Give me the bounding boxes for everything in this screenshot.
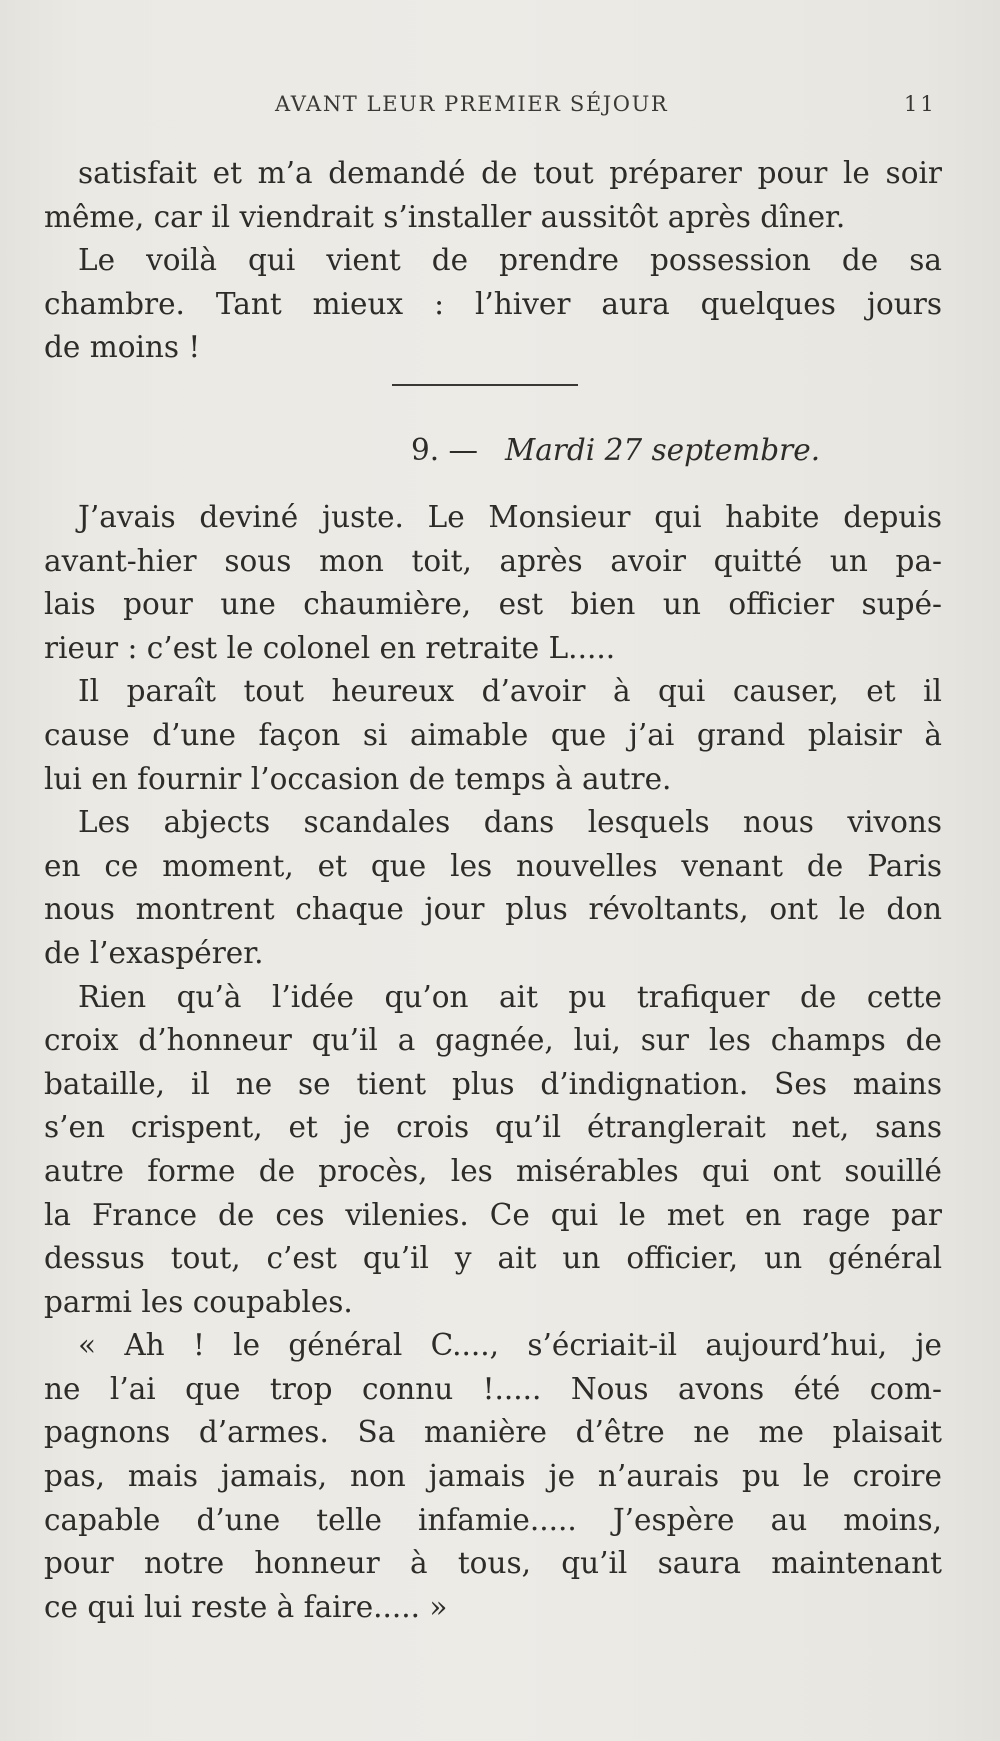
text-line: cause d’une façon si aimable que j’ai grand plaisir à	[44, 717, 942, 752]
text-line: pagnons d’armes. Sa manière d’être ne me plaisait	[44, 1415, 942, 1450]
text-line: Il paraît tout heureux d’avoir à qui causer, et il	[78, 674, 942, 709]
text-line: nous montrent chaque jour plus révoltants, ont le don	[44, 892, 942, 927]
text-line: bataille, il ne se tient plus d’indignation. Ses mains	[44, 1066, 942, 1101]
section-divider	[392, 384, 578, 386]
entry-number: 9. —	[411, 433, 479, 467]
text-line: satisfait et m’a demandé de tout préparer pour le soir	[78, 156, 942, 190]
text-line: lui en fournir l’occasion de temps à autre.	[44, 761, 672, 796]
entry-date: Mardi 27 septembre.	[505, 433, 821, 467]
text-line: s’en crispent, et je crois qu’il étranglerait net, sans	[44, 1110, 942, 1145]
text-line: Rien qu’à l’idée qu’on ait pu trafiquer de cette	[78, 979, 942, 1014]
body-text-main	[44, 496, 942, 1629]
text-line: croix d’honneur qu’il a gagnée, lui, sur les champs de	[44, 1023, 942, 1058]
text-line: Les abjects scandales dans lesquels nous vivons	[78, 805, 942, 840]
body-text-top	[44, 152, 942, 370]
text-line: même, car il viendrait s’installer aussitôt après dîner.	[44, 199, 846, 234]
text-line: chambre. Tant mieux : l’hiver aura quelques jours	[44, 286, 942, 321]
text-line: autre forme de procès, les misérables qui ont souillé	[44, 1153, 942, 1188]
text-line: capable d’une telle infamie..... J’espère au moins,	[44, 1502, 942, 1537]
text-line: ne l’ai que trop connu !..... Nous avons été com-	[44, 1371, 942, 1406]
text-line: « Ah ! le général C...., s’écriait-il aujourd’hui, je	[78, 1328, 942, 1363]
text-line: la France de ces vilenies. Ce qui le met en rage par	[44, 1197, 942, 1232]
text-line: lais pour une chaumière, est bien un officier supé-	[44, 587, 942, 622]
text-line: pas, mais jamais, non jamais je n’aurais pu le croire	[44, 1459, 942, 1494]
text-line: de moins !	[44, 330, 201, 365]
text-line: rieur : c’est le colonel en retraite L.....	[44, 630, 616, 665]
text-line: pour notre honneur à tous, qu’il saura maintenant	[44, 1546, 942, 1581]
running-title: AVANT LEUR PREMIER SÉJOUR	[275, 92, 669, 116]
text-line: avant-hier sous mon toit, après avoir quitté un pa-	[44, 543, 942, 578]
text-line: en ce moment, et que les nouvelles venant de Paris	[44, 848, 942, 883]
text-line: ce qui lui reste à faire..... »	[44, 1589, 448, 1624]
text-line: dessus tout, c’est qu’il y ait un officier, un général	[44, 1241, 942, 1276]
entry-heading	[0, 428, 898, 472]
text-line: Le voilà qui vient de prendre possession de sa	[78, 243, 942, 278]
running-head	[0, 92, 1000, 122]
text-line: de l’exaspérer.	[44, 935, 264, 970]
text-line: parmi les coupables.	[44, 1284, 353, 1319]
page-number: 11	[904, 92, 937, 116]
text-line: J’avais deviné juste. Le Monsieur qui habite depuis	[78, 500, 942, 534]
